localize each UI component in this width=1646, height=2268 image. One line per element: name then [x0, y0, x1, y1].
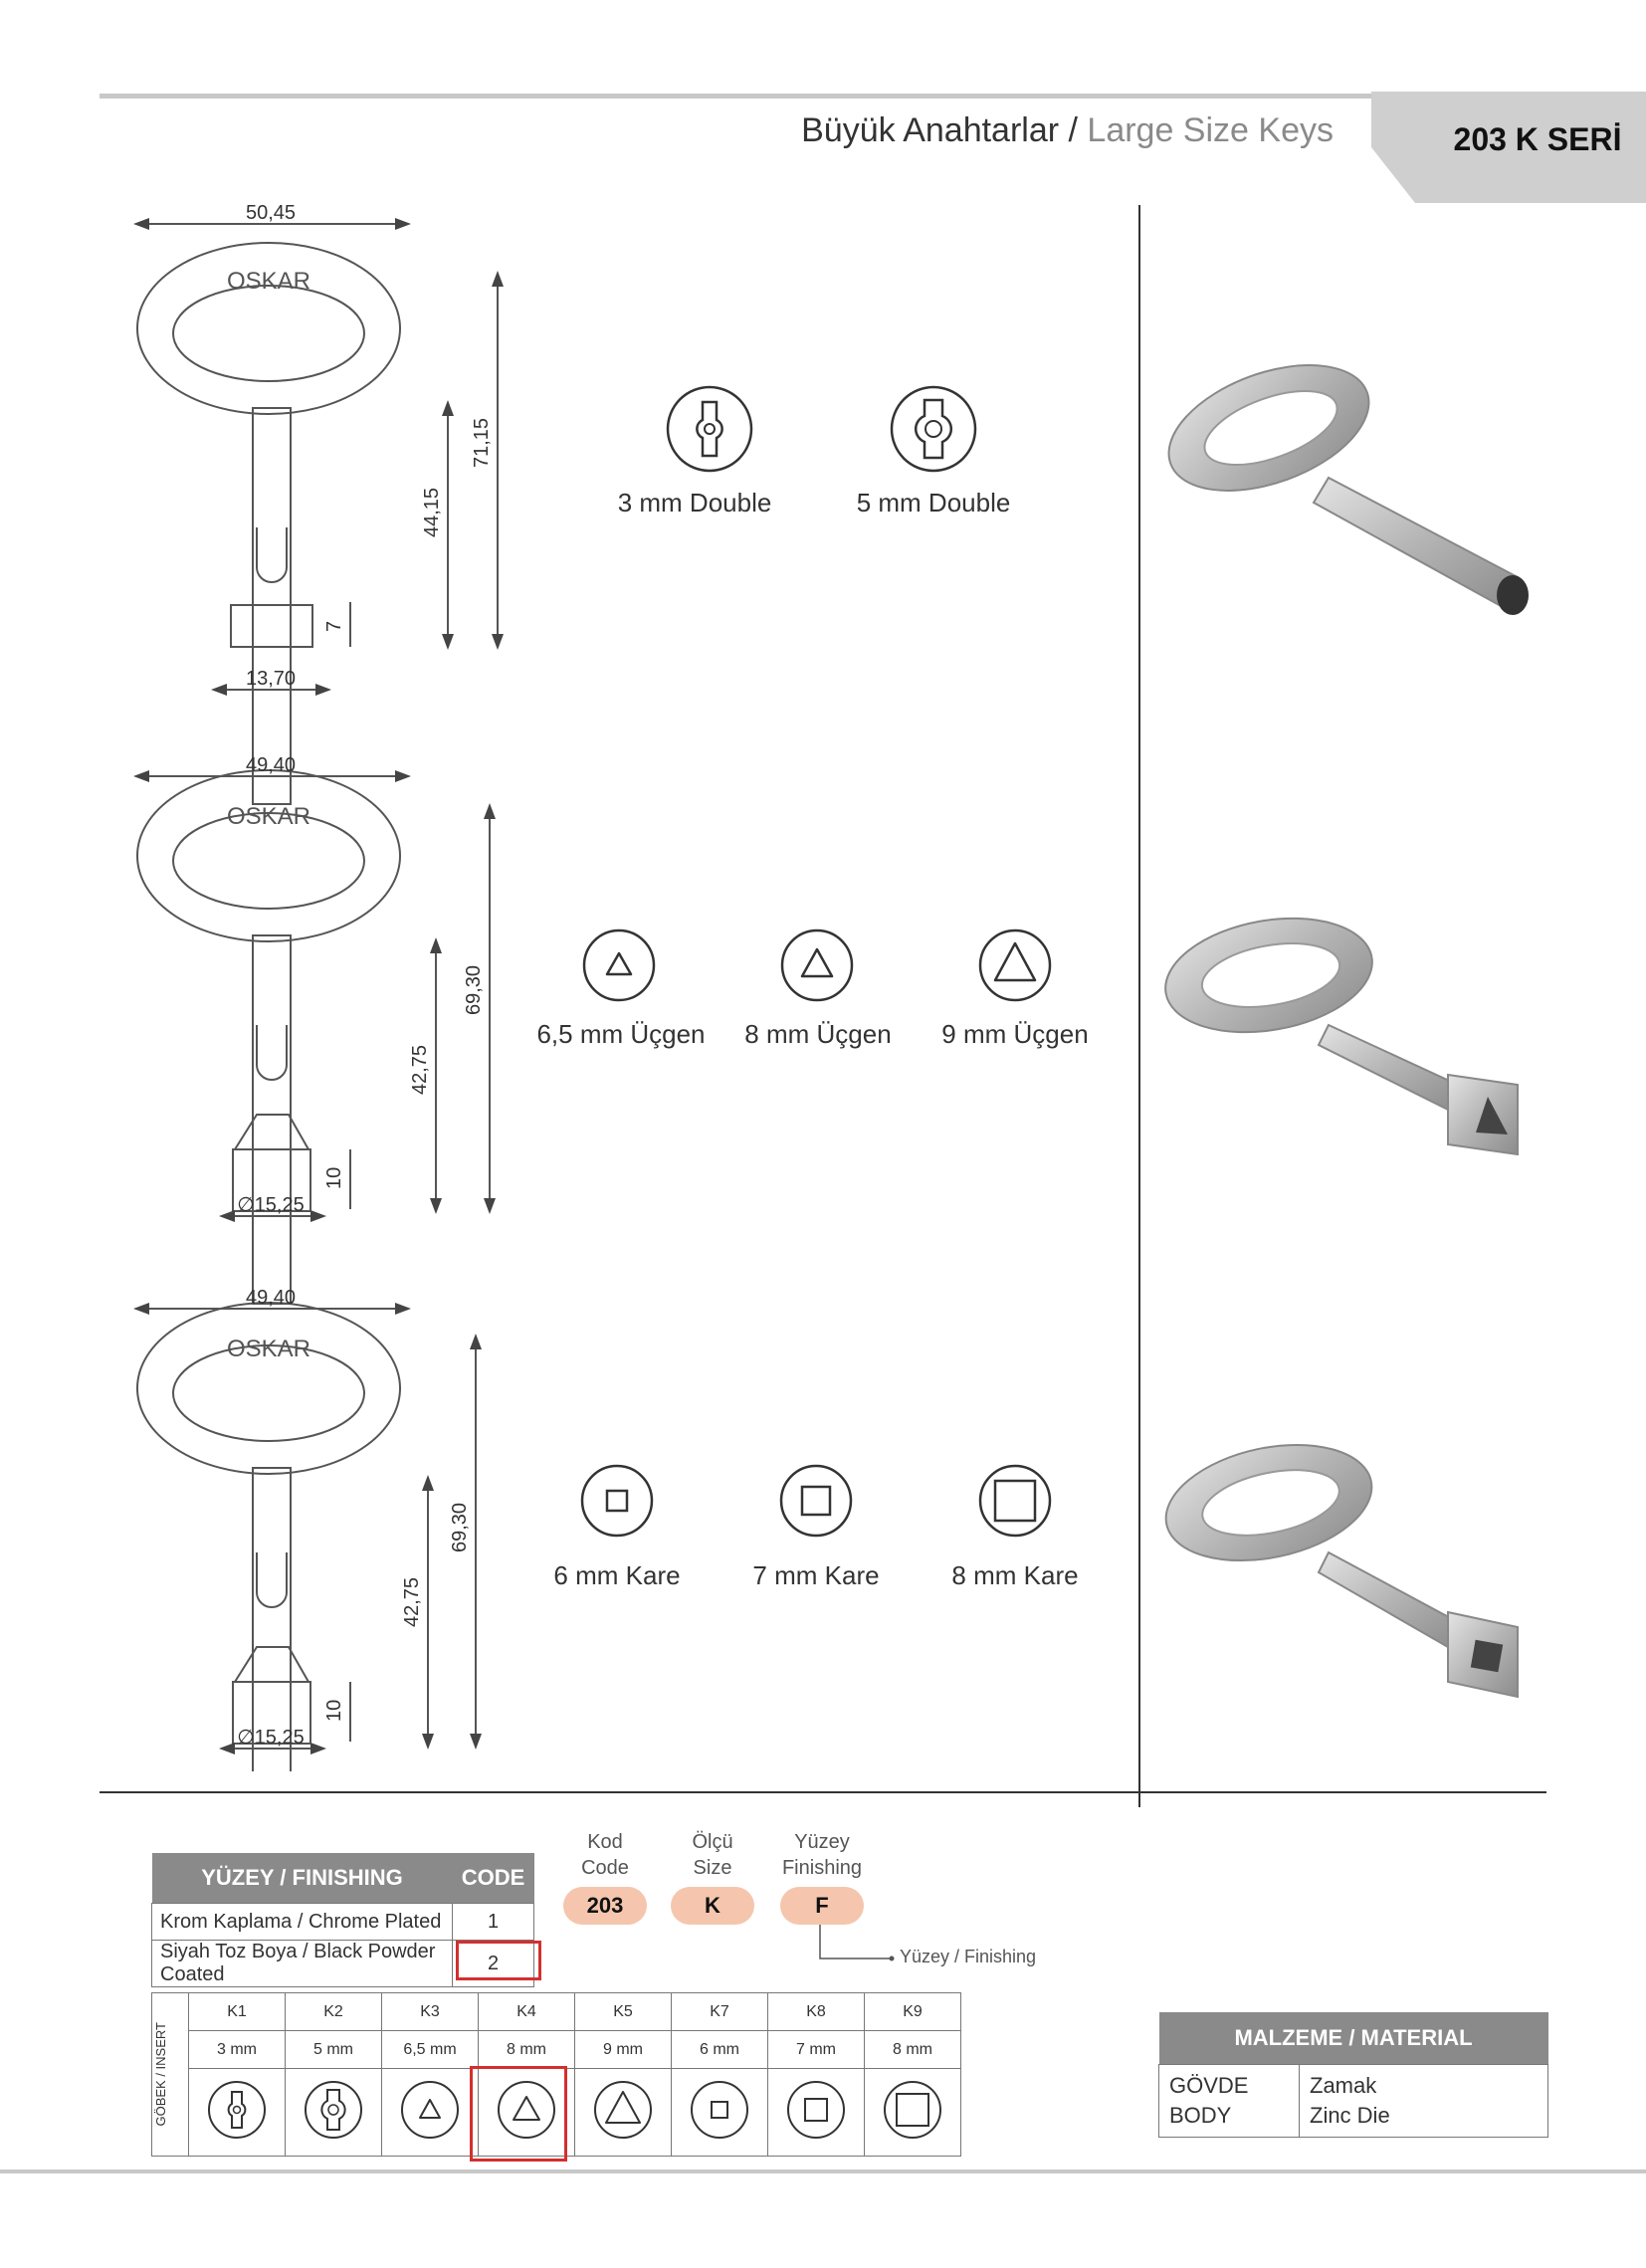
dim-width-3: 49,40 [245, 1287, 297, 1309]
finishing-code: 1 [453, 1904, 534, 1941]
material-value: Zamak Zinc Die [1300, 2065, 1548, 2138]
option-label: 8 mm Üçgen [744, 1019, 892, 1049]
dim-shaft-2: 42,75 [409, 1044, 431, 1095]
dim-tip-2: 10 [323, 1166, 345, 1189]
table-row [152, 1904, 534, 1941]
vertical-divider [1138, 205, 1140, 1807]
code-part-head: Ölçü Size [692, 1831, 733, 1879]
square-icon [778, 1463, 854, 1539]
double-bit-icon [302, 2078, 365, 2142]
dim-tipwidth-3: ∅15,25 [237, 1727, 305, 1749]
selected-code-highlight [456, 1941, 541, 1980]
dim-width-1: 50,45 [245, 202, 297, 224]
dim-tipwidth-1: 13,70 [245, 668, 297, 690]
dim-total-1: 71,15 [471, 417, 493, 468]
dim-tip-1: 7 [323, 620, 345, 632]
drawing-key-2 [137, 770, 490, 1304]
drawing-key-1 [137, 224, 498, 804]
key-render-1 [1159, 338, 1577, 637]
key-render-3 [1159, 1433, 1577, 1732]
material-header: MALZEME / MATERIAL [1159, 2012, 1548, 2065]
material-label: GÖVDE BODY [1159, 2065, 1300, 2138]
insert-size: 5 mm [286, 2031, 382, 2069]
insert-code: K8 [768, 1993, 865, 2031]
logo-1: OSKAR [226, 268, 311, 295]
footer-rule [0, 2169, 1646, 2173]
leader-line [816, 1925, 896, 1964]
drawing-key-3 [137, 1303, 476, 1771]
insert-size: 6 mm [672, 2031, 768, 2069]
insert-size: 9 mm [575, 2031, 672, 2069]
selected-insert-highlight [470, 2066, 567, 2162]
code-header: CODE [453, 1853, 534, 1904]
option-label: 6,5 mm Üçgen [536, 1019, 706, 1049]
horizontal-divider [100, 1791, 1546, 1793]
logo-3: OSKAR [226, 1336, 311, 1362]
dim-total-3: 69,30 [449, 1502, 471, 1552]
code-part-head: Kod Code [581, 1831, 629, 1879]
insert-cell [672, 2069, 768, 2157]
square-icon [688, 2078, 751, 2142]
triangle-icon [581, 928, 657, 1003]
code-part-head: Yüzey Finishing [781, 1831, 863, 1879]
key-render-2 [1159, 886, 1577, 1184]
technical-drawings [119, 199, 537, 1771]
square-icon [784, 2078, 848, 2142]
insert-code: K2 [286, 1993, 382, 2031]
double-bit-icon [889, 384, 978, 474]
insert-size: 3 mm [189, 2031, 286, 2069]
option-label: 8 mm Kare [951, 1560, 1079, 1590]
insert-code: K1 [189, 1993, 286, 2031]
finishing-name: Siyah Toz Boya / Black Powder Coated [152, 1941, 453, 1987]
square-icon [579, 1463, 655, 1539]
page-title: Büyük Anahtarlar / Large Size Keys [801, 111, 1334, 149]
triangle-icon [591, 2078, 655, 2142]
material-table [1158, 2012, 1548, 2138]
insert-size: 8 mm [479, 2031, 575, 2069]
option-label: 3 mm Double [617, 488, 772, 517]
insert-size: 7 mm [768, 2031, 865, 2069]
insert-size: 6,5 mm [382, 2031, 479, 2069]
insert-cell [189, 2069, 286, 2157]
insert-side-label: GÖBEK / INSERT [152, 1993, 189, 2157]
finishing-name: Krom Kaplama / Chrome Plated [152, 1904, 453, 1941]
code-part-value: K [671, 1887, 754, 1925]
insert-code: K5 [575, 1993, 672, 2031]
insert-cell [865, 2069, 961, 2157]
insert-cell [768, 2069, 865, 2157]
insert-cell [575, 2069, 672, 2157]
option-label: 9 mm Üçgen [941, 1019, 1089, 1049]
square-icon [977, 1463, 1053, 1539]
finishing-code: 2 [453, 1941, 534, 1987]
finishing-header: YÜZEY / FINISHING [152, 1853, 453, 1904]
option-label: 6 mm Kare [553, 1560, 681, 1590]
triangle-icon [977, 928, 1053, 1003]
option-label: 7 mm Kare [752, 1560, 880, 1590]
triangle-icon [779, 928, 855, 1003]
code-part-value: 203 [563, 1887, 647, 1925]
square-icon [881, 2078, 944, 2142]
finishing-note: Yüzey / Finishing [900, 1947, 1037, 1966]
dim-tipwidth-2: ∅15,25 [237, 1194, 305, 1216]
dim-tip-3: 10 [323, 1699, 345, 1722]
insert-cell [382, 2069, 479, 2157]
double-bit-icon [205, 2078, 269, 2142]
insert-cell [286, 2069, 382, 2157]
triangle-icon [398, 2078, 462, 2142]
option-label: 5 mm Double [856, 488, 1011, 517]
dim-shaft-3: 42,75 [401, 1576, 423, 1627]
dim-width-2: 49,40 [245, 754, 297, 776]
header-rule [100, 94, 1373, 99]
double-bit-icon [665, 384, 754, 474]
code-part-value: F [780, 1887, 864, 1925]
logo-2: OSKAR [226, 803, 311, 830]
insert-code: K3 [382, 1993, 479, 2031]
dim-total-2: 69,30 [463, 964, 485, 1015]
insert-size: 8 mm [865, 2031, 961, 2069]
insert-code: K7 [672, 1993, 768, 2031]
series-label: 203 K SERİ [1453, 121, 1622, 157]
insert-code: K9 [865, 1993, 961, 2031]
insert-code: K4 [479, 1993, 575, 2031]
dim-shaft-1: 44,15 [421, 487, 443, 537]
